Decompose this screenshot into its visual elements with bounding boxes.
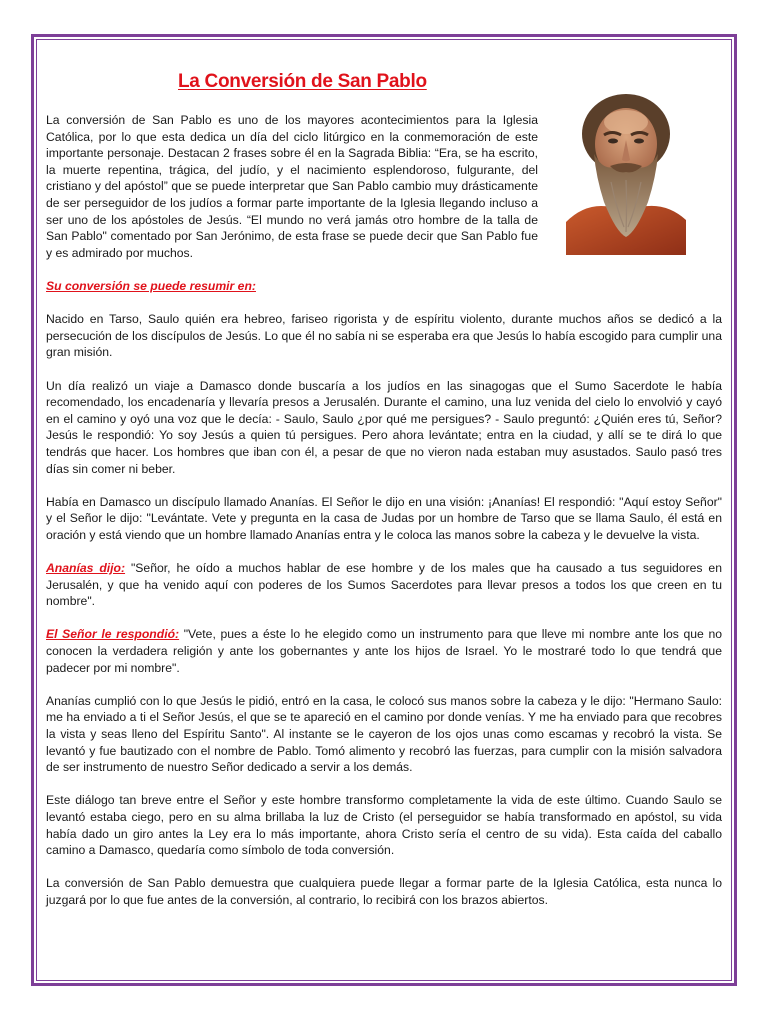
paragraph-ananias-vision: Había en Damasco un discípulo llamado Ananías. El Señor le dijo en una visión: ¡Ananías! El respondió: "Aquí estoy Señor" y el Señor le dijo: "Levántate. Vete y pregunta en la casa de Judas por un hombre de Tarso que se llama Saulo, él está en oración y está viendo que un hombre llamado Ananías entra y le coloca las manos sobre la cabeza y le devuelve la vista. [46, 494, 722, 542]
paragraph-damasco-viaje: Un día realizó un viaje a Damasco donde buscaría a los judíos en las sinagogas que el Sumo Sacerdote le había recomendado, los encadenaría y llevaría presos a Jerusalén. Durante el camino, una luz venida del cielo lo envolvió y cayó en el camino y oyó una voz que le decía: - Saulo, Saulo ¿por qué me persigues? - Saulo preguntó: ¿Quién eres tú, Señor? Jesús le respondió: Yo soy Jesús a quien tú persigues. Pero ahora levántate; entra en la ciudad, y allí se te dirá lo que tendrás que hacer. Los hombres que iban con él, a pesar de que no vieron nada estaban muy asustados. Saulo pasó tres días sin comer ni beber. [46, 378, 722, 476]
document-body [46, 278, 722, 925]
ananias-lead: Ananías dijo: [46, 561, 126, 576]
senor-lead: El Señor le respondió: [46, 627, 180, 642]
paragraph-dialogo: Este diálogo tan breve entre el Señor y este hombre transformo completamente la vida de este último. Cuando Saulo se levantó estaba ciego, pero en su alma brillaba la luz de Cristo (el perseguidor se había transformado en apóstol, su vida había dado un giro antes la Ley era lo más importante, ahora Cristo sería el centro de su vida). Esta caída del caballo camino a Damasco, quedaría como símbolo de toda conversión. [46, 793, 722, 858]
document-title: La Conversión de San Pablo [178, 71, 427, 92]
summary-heading: Su conversión se puede resumir en: [46, 279, 256, 293]
saint-paul-portrait [566, 82, 686, 255]
senor-text: "Vete, pues a éste lo he elegido como un instrumento para que lleve mi nombre ante los que no conocen la verdadera religión y ante los gobernantes y ante los hijos de Israel. Yo le mostraré todo lo que tendrá que padecer por mi nombre". [46, 627, 722, 675]
ananias-text: "Señor, he oído a muchos hablar de ese hombre y de los males que ha causado a tus seguidores en Jerusalén, y que ha venido aquí con poderes de los Sumos Sacerdotes para llevar presos a todos los que creen en tu nombre". [46, 561, 722, 609]
intro-paragraph: La conversión de San Pablo es uno de los mayores acontecimientos para la Iglesia Católica, por lo que esta dedica un día del ciclo litúrgico en la conmemoración de este importante personaje. Destacan 2 frases sobre él en la Sagrada Biblia: “Era, se ha escrito, la muerte repentina, trágica, del judío, y el nacimiento esplendoroso, fulgurante, del cristiano y del apóstol” que se puede interpretar que San Pablo cambio muy drásticamente de ser perseguidor de los judíos a formar parte importante de la Iglesia llegando incluso a ser uno de los apóstoles de Jesús. “El mundo no verá jamás otro hombre de la talla de San Pablo" comentado por San Jerónimo, de esta frase se puede decir que San Pablo fue y es admirado por muchos. [46, 113, 538, 260]
paragraph-senor-respondio [46, 626, 722, 676]
paragraph-ananias-dijo [46, 560, 722, 610]
paragraph-tarso: Nacido en Tarso, Saulo quién era hebreo, fariseo rigorista y de espíritu violento, durante muchos años se dedicó a la persecución de los discípulos de Jesús. Lo que él no sabía ni se esperaba era que Jesús lo había escogido para cumplir una gran misión. [46, 312, 722, 360]
paragraph-conclusion: La conversión de San Pablo demuestra que cualquiera puede llegar a formar parte de la Iglesia Católica, esta nunca lo juzgará por lo que fue antes de la conversión, al contrario, lo recibirá con los brazos abiertos. [46, 876, 722, 907]
paragraph-ananias-cumplio: Ananías cumplió con lo que Jesús le pidió, entró en la casa, le colocó sus manos sobre la cabeza y le dijo: "Hermano Saulo: me ha enviado a ti el Señor Jesús, el que se te apareció en el camino por donde venías. Y me ha enviado para que recobres la vista y seas lleno del Espíritu Santo". Al instante se le cayeron de los ojos unas como escamas y recobró la vista. Se levantó y fue bautizado con el nombre de Pablo. Tomó alimento y recobró las fuerzas, para cumplir con la misión salvadora de ser instrumento de nuestro Señor dedicado a servir a los demás. [46, 693, 722, 775]
